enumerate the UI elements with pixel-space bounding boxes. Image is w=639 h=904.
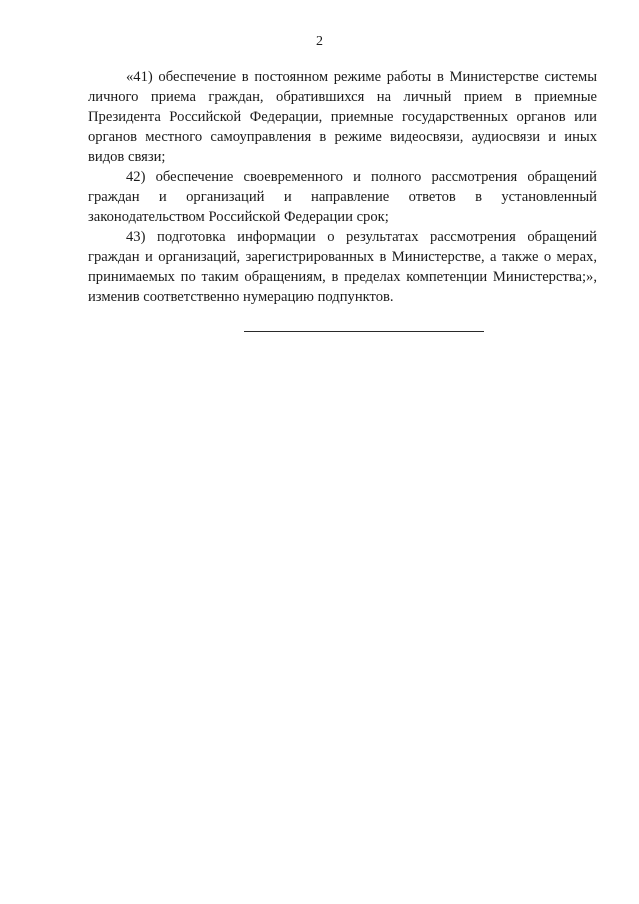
document-body <box>88 67 597 307</box>
paragraph-item-41: «41) обеспечение в постоянном режиме работы в Министерстве системы личного приема граждан, обратившихся на личный прием в приемные Президента Российской Федерации, приемные государственных органов или органов местного самоуправления в режиме видеосвязи, аудиосвязи и иных видов связи; <box>88 69 597 165</box>
document-end-divider <box>244 331 484 332</box>
page-number: 2 <box>316 34 323 49</box>
paragraph-item-42: 42) обеспечение своевременного и полного рассмотрения обращений граждан и организаций и направление ответов в установленный законодательством Российской Федерации срок; <box>88 169 597 225</box>
paragraph-item-43: 43) подготовка информации о результатах рассмотрения обращений граждан и организаций, зарегистрированных в Министерстве, а также о мерах, принимаемых по таким обращениям, в пределах компетенции Министерства;», изменив соответственно нумерацию подпунктов. <box>88 229 597 305</box>
